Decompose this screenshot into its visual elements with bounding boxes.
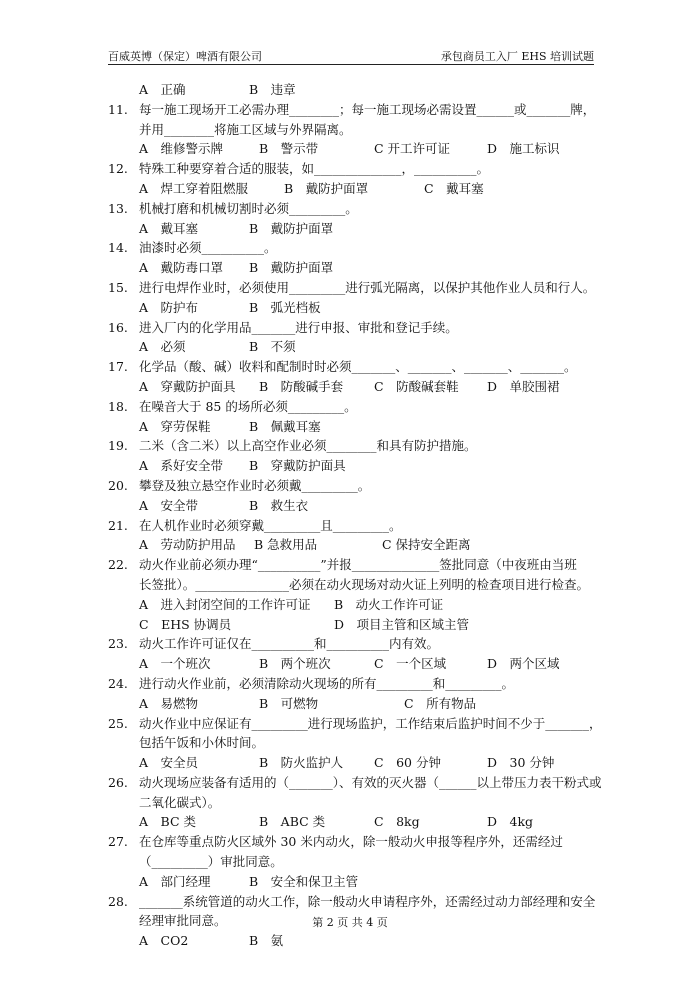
answer-options [108, 595, 608, 615]
answer-option: C 防酸碱套鞋 [374, 378, 459, 394]
answer-option: A 劳动防护用品 [139, 537, 236, 553]
question-line [108, 436, 608, 456]
question-text: 二米（含二米）以上高空作业必须________和具有防护措施。 [139, 438, 477, 454]
question-number: 24. [108, 675, 128, 691]
question-line [108, 159, 608, 179]
answer-option: B 动火工作许可证 [334, 596, 444, 612]
question-number: 22. [108, 557, 128, 573]
answer-option: D 项目主管和区域主管 [334, 616, 470, 632]
answer-options [108, 496, 608, 516]
answer-option: B 防酸碱手套 [259, 378, 344, 394]
page-header [108, 48, 594, 65]
question-number: 25. [108, 715, 128, 731]
answer-option: A CO2 [139, 933, 189, 949]
question-number: 28. [108, 893, 128, 909]
question-line [108, 773, 608, 793]
answer-option: D 施工标识 [487, 141, 560, 157]
question-number: 23. [108, 636, 128, 652]
answer-options [108, 872, 608, 892]
answer-option: B 警示带 [259, 141, 319, 157]
question-text: 在噪音大于 85 的场所必须_________。 [139, 398, 357, 414]
answer-options [108, 219, 608, 239]
answer-options [108, 694, 608, 714]
answer-option: D 单胶围裙 [487, 378, 560, 394]
answer-options [108, 80, 608, 100]
answer-option: B 穿戴防护面具 [249, 458, 346, 474]
question-line [108, 100, 608, 120]
answer-option: B 可燃物 [259, 695, 319, 711]
question-number: 27. [108, 834, 128, 850]
answer-options [108, 377, 608, 397]
question-text: 特殊工种要穿着合适的服装，如______________，__________。 [139, 161, 490, 177]
question-number: 11. [108, 101, 128, 117]
question-number: 17. [108, 359, 128, 375]
answer-option: B 氨 [249, 933, 284, 949]
question-continuation [108, 733, 608, 753]
question-number: 19. [108, 438, 128, 454]
question-number: 13. [108, 200, 128, 216]
answer-option: D 两个区域 [487, 656, 560, 672]
question-text: 在仓库等重点防火区域外 30 米内动火，除一般动火申报等程序外，还需经过 [139, 834, 563, 850]
answer-option: B 急救用品 [254, 537, 318, 553]
answer-option: B 违章 [249, 82, 296, 97]
answer-option: B 佩戴耳塞 [249, 418, 321, 434]
question-line [108, 199, 608, 219]
answer-option: A 维修警示牌 [139, 141, 224, 157]
question-number: 14. [108, 240, 128, 256]
answer-option: C 保持安全距离 [382, 537, 471, 553]
question-number: 26. [108, 774, 128, 790]
question-text: 长签批）。_______________必须在动火现场对动火证上列明的检查项目进行检查。 [139, 576, 590, 592]
answer-option: C 60 分钟 [374, 755, 441, 771]
question-text: 每一施工现场开工必需办理________；每一施工现场必需设置______或_______牌， [139, 101, 596, 117]
question-number: 16. [108, 319, 128, 335]
answer-options [108, 298, 608, 318]
question-line [108, 397, 608, 417]
answer-option: C EHS 协调员 [139, 616, 232, 632]
question-text: 包括午饭和小休时间。 [139, 735, 265, 751]
answer-option: B 戴防护面罩 [249, 260, 334, 276]
answer-options [108, 417, 608, 437]
question-continuation [108, 793, 608, 813]
answer-option: A 一个班次 [139, 656, 211, 672]
question-continuation [108, 120, 608, 140]
answer-option: C 一个区域 [374, 656, 447, 672]
answer-option: A 系好安全带 [139, 458, 224, 474]
answer-options [108, 337, 608, 357]
question-text: 进行动火作业前，必须清除动火现场的所有_________和_________。 [139, 675, 515, 691]
answer-options [108, 139, 608, 159]
question-list [108, 80, 608, 951]
answer-option: B 两个班次 [259, 656, 331, 672]
answer-option: B 救生衣 [249, 497, 309, 513]
question-text: 在人机作业时必须穿戴_________且_________。 [139, 517, 402, 533]
question-text: _______系统管道的动火工作，除一般动火申请程序外，还需经过动力部经理和安全 [139, 893, 596, 909]
answer-option: A BC 类 [139, 814, 196, 830]
question-line [108, 357, 608, 377]
question-number: 18. [108, 398, 128, 414]
answer-option: B 安全和保卫主管 [249, 873, 359, 889]
answer-options [108, 931, 608, 951]
answer-option: B 弧光档板 [249, 299, 321, 315]
question-line [108, 516, 608, 536]
question-text: 动火现场应装备有适用的（_______）、有效的灭火器（______以上带压力表干粉式或 [139, 774, 602, 790]
question-line [108, 555, 608, 575]
answer-option: B 戴防护面罩 [249, 220, 334, 236]
answer-option: B 戴防护面罩 [284, 180, 369, 196]
question-number: 20. [108, 477, 128, 493]
question-text: 机械打磨和机械切割时必须_________。 [139, 200, 358, 216]
answer-option: A 穿劳保鞋 [139, 418, 211, 434]
answer-option: A 焊工穿着阻燃服 [139, 180, 249, 196]
question-text: 进行电焊作业时，必须使用_________进行弧光隔离，以保护其他作业人员和行人。 [139, 279, 596, 295]
answer-options [108, 535, 608, 555]
answer-option: D 4kg [487, 814, 534, 830]
question-line [108, 476, 608, 496]
question-line [108, 238, 608, 258]
answer-option: A 必须 [139, 339, 186, 355]
question-line [108, 714, 608, 734]
answer-option: A 安全带 [139, 497, 199, 513]
answer-option: B ABC 类 [259, 814, 326, 830]
question-line [108, 278, 608, 298]
answer-option: A 穿戴防护面具 [139, 378, 236, 394]
company-name: 百威英博（保定）啤酒有限公司 [108, 50, 262, 63]
answer-option: C 开工许可证 [374, 141, 451, 157]
answer-options [108, 654, 608, 674]
question-number: 12. [108, 161, 128, 177]
question-line [108, 634, 608, 654]
question-text: 攀登及独立悬空作业时必须戴_________。 [139, 477, 371, 493]
answer-options [108, 258, 608, 278]
question-text: 动火作业中应保证有_________进行现场监护，工作结束后监护时间不少于_______， [139, 715, 602, 731]
question-line [108, 674, 608, 694]
question-text: 并用________将施工区域与外界隔离。 [139, 121, 352, 137]
question-line [108, 892, 608, 912]
answer-option: B 防火监护人 [259, 755, 344, 771]
question-text: 经理审批同意。 [139, 913, 227, 929]
answer-option: A 戴防毒口罩 [139, 260, 224, 276]
answer-option: A 防护布 [139, 299, 199, 315]
answer-option: A 安全员 [139, 755, 199, 771]
question-number: 21. [108, 517, 128, 533]
question-text: 动火工作许可证仅在__________和__________内有效。 [139, 636, 440, 652]
answer-options [108, 179, 608, 199]
answer-option: C 8kg [374, 814, 420, 830]
question-line [108, 832, 608, 852]
answer-option: A 戴耳塞 [139, 220, 199, 236]
question-line [108, 318, 608, 338]
answer-option: A 易燃物 [139, 695, 199, 711]
answer-option: A 进入封闭空间的工作许可证 [139, 596, 311, 612]
question-text: 进入厂内的化学用品_______进行申报、审批和登记手续。 [139, 319, 458, 335]
answer-option: C 戴耳塞 [424, 180, 484, 196]
question-continuation [108, 575, 608, 595]
question-text: 油漆时必须__________。 [139, 240, 277, 256]
answer-option: A 正确 [139, 82, 186, 97]
answer-option: C 所有物品 [404, 695, 477, 711]
question-text: 动火作业前必须办理“__________”并报______________签批同意（中夜班由当班 [139, 557, 577, 573]
answer-option: D 30 分钟 [487, 755, 555, 771]
answer-options [108, 812, 608, 832]
answer-option: A 部门经理 [139, 873, 211, 889]
question-text: 二氧化碳式）。 [139, 794, 221, 810]
question-text: 化学品（酸、碱）收料和配制时时必须_______、_______、_______、_______。 [139, 359, 577, 375]
document-title: 承包商员工入厂 EHS 培训试题 [440, 50, 594, 63]
answer-options [108, 615, 608, 635]
answer-options [108, 753, 608, 773]
question-number: 15. [108, 279, 128, 295]
answer-options [108, 456, 608, 476]
page-number: 第 2 页 共 4 页 [312, 916, 388, 929]
question-continuation [108, 852, 608, 872]
question-text: （_________）审批同意。 [139, 854, 283, 870]
answer-option: B 不须 [249, 339, 296, 355]
